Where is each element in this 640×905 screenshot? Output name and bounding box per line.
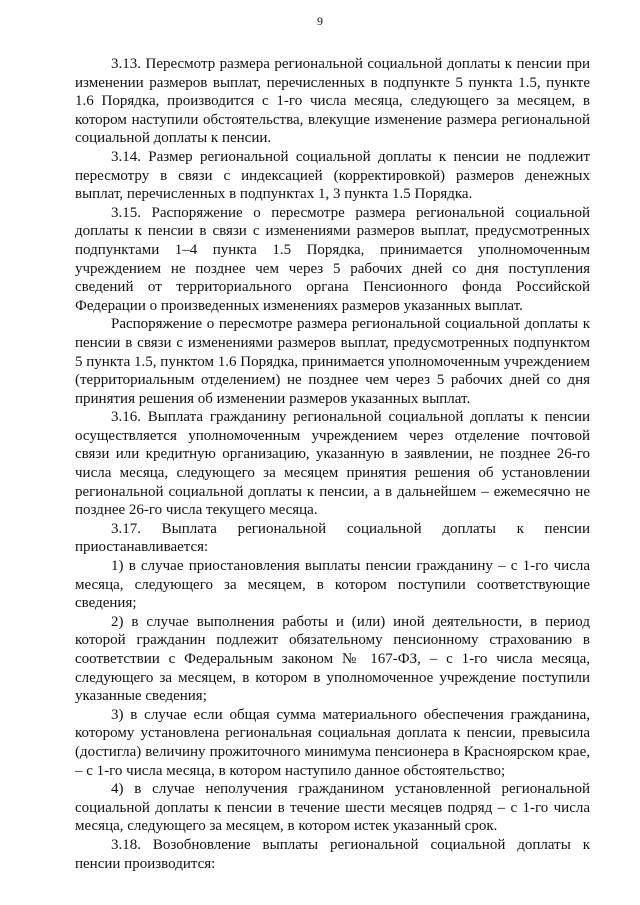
paragraph-3-17-item-1: 1) в случае приостановления выплаты пенсии гражданину – с 1-го числа месяца, следующего за месяцем, в котором поступили соответствующие сведения; xyxy=(75,558,590,612)
document-body xyxy=(75,55,590,873)
paragraph-3-15: 3.15. Распоряжение о пересмотре размера региональной социальной доплаты к пенсии в связи с изменениями размеров выплат, предусмотренных подпунктами 1–4 пункта 1.5 Порядка, принимается уполномоченным учреждением не позднее чем через 5 рабочих дней со дня поступления сведений от территориального органа Пенсионного фонда Российской Федерации о произведенных изменениях размеров указанных выплат. xyxy=(75,204,590,314)
page-number: 9 xyxy=(317,14,323,28)
paragraph-3-15-continued: Распоряжение о пересмотре размера региональной социальной доплаты к пенсии в связи с изменениями размеров выплат, предусмотренных подпунктом 5 пункта 1.5, пунктом 1.6 Порядка, принимается уполномоченным учреждением (территориальным отделением) не позднее чем через 5 рабочих дней со дня принятия решения об изменении размеров указанных выплат. xyxy=(75,316,590,407)
paragraph-3-16: 3.16. Выплата гражданину региональной социальной доплаты к пенсии осуществляется уполномоченным учреждением через отделение почтовой связи или кредитную организацию, указанную в заявлении, не позднее 26-го числа месяца, следующего за месяцем принятия решения об установлении региональной социальной доплаты к пенсии, а в дальнейшем – ежемесячно не позднее 26-го числа текущего месяца. xyxy=(75,409,590,519)
paragraph-3-14: 3.14. Размер региональной социальной доплаты к пенсии не подлежит пересмотру в связи с индексацией (корректировкой) размеров денежных выплат, перечисленных в подпунктах 1, 3 пункта 1.5 Порядка. xyxy=(75,148,590,203)
paragraph-3-13: 3.13. Пересмотр размера региональной социальной доплаты к пенсии при изменении размеров выплат, перечисленных в подпункте 5 пункта 1.5, пункте 1.6 Порядка, производится с 1-го числа месяца, следующего за месяцем, в котором наступили обстоятельства, влекущие изменение размера региональной социальной доплаты к пенсии. xyxy=(75,56,590,147)
paragraph-3-18: 3.18. Возобновление выплаты региональной социальной доплаты к пенсии производится: xyxy=(75,836,590,872)
paragraph-3-17-item-2: 2) в случае выполнения работы и (или) иной деятельности, в период которой гражданин подлежит обязательному пенсионному страхованию в соответствии с Федеральным законом № 167-ФЗ, – с 1-го числа месяца, следующего за месяцем, в котором в уполномоченное учреждение поступили указанные сведения; xyxy=(75,613,590,705)
paragraph-3-17-item-3: 3) в случае если общая сумма материального обеспечения гражданина, которому установлена региональная социальная доплата к пенсии, превысила (достигла) величину прожиточного минимума пенсионера в Красноярском крае, – с 1-го числа месяца, в котором наступило данное обстоятельство; xyxy=(75,706,590,779)
paragraph-3-17-item-4: 4) в случае неполучения гражданином установленной региональной социальной доплаты к пенсии в течение шести месяцев подряд – с 1-го числа месяца, следующего за месяцем, в котором истек указанный срок. xyxy=(75,781,590,835)
paragraph-3-17: 3.17. Выплата региональной социальной доплаты к пенсии приостанавливается: xyxy=(75,520,590,556)
